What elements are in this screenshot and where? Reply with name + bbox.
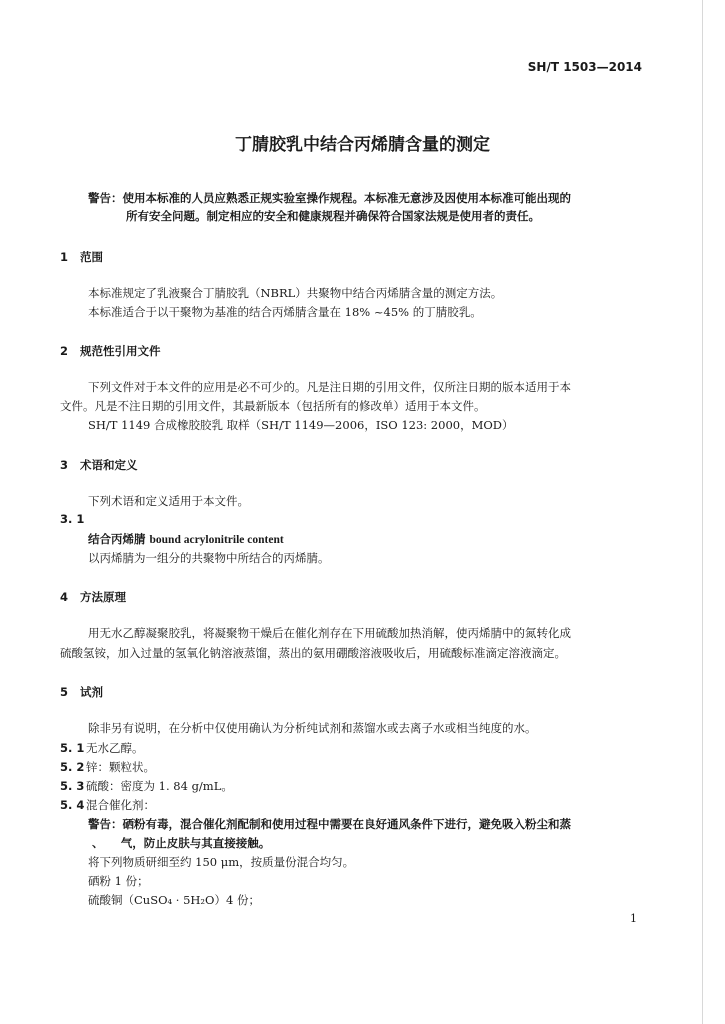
section-2-heading <box>60 343 161 359</box>
section-2-para-1b: 文件。凡是不注日期的引用文件，其最新版本（包括所有的修改单）适用于本文件。 <box>60 399 486 413</box>
section-title: 试剂 <box>80 685 103 699</box>
section-title: 方法原理 <box>80 590 126 604</box>
term-entry <box>88 531 284 547</box>
section-number: 4 <box>60 590 69 604</box>
item-text: 硫酸：密度为 1. 84 g/mL。 <box>86 779 233 793</box>
list-item <box>60 778 233 794</box>
item-number: 5. 1 <box>60 741 85 755</box>
mixture-component-1: 硒粉 1 份； <box>88 874 149 888</box>
item-number: 5. 4 <box>60 798 85 812</box>
term-definition: 以丙烯腈为一组分的共聚物中所结合的丙烯腈。 <box>88 551 330 565</box>
section-3-heading <box>60 457 138 473</box>
item-number: 5. 3 <box>60 779 85 793</box>
section-1-para-2: 本标准适合于以干聚物为基准的结合丙烯腈含量在 18% ~45% 的丁腈胶乳。 <box>88 305 482 319</box>
section-title: 术语和定义 <box>80 458 138 472</box>
section-1-heading <box>60 249 103 265</box>
selenium-warning-line-2: 、 气，防止皮肤与其直接接触。 <box>92 836 271 850</box>
section-number: 1 <box>60 250 69 264</box>
section-5-para-1: 除非另有说明，在分析中仅使用确认为分析纯试剂和蒸馏水或去离子水或相当纯度的水。 <box>88 721 537 735</box>
list-item <box>60 797 155 813</box>
selenium-warning-line-1: 警告：硒粉有毒，混合催化剂配制和使用过程中需要在良好通风条件下进行，避免吸入粉尘和蒸 <box>88 817 571 831</box>
document-title: 丁腈胶乳中结合丙烯腈含量的测定 <box>235 135 490 155</box>
section-1-para-1: 本标准规定了乳液聚合丁腈胶乳（NBRL）共聚物中结合丙烯腈含量的测定方法。 <box>88 286 503 300</box>
warning-line-2: 所有安全问题。制定相应的安全和健康规程并确保符合国家法规是使用者的责任。 <box>126 209 540 223</box>
section-2-reference: SH/T 1149 合成橡胶胶乳 取样（SH/T 1149—2006，ISO 123: 2000，MOD） <box>88 418 514 432</box>
section-4-para-1a: 用无水乙醇凝聚胶乳，将凝聚物干燥后在催化剂存在下用硫酸加热消解，使丙烯腈中的氮转化成 <box>88 626 571 640</box>
list-item <box>60 740 144 756</box>
section-number: 5 <box>60 685 69 699</box>
mixture-component-2: 硫酸铜（CuSO₄ · 5H₂O）4 份； <box>88 893 260 907</box>
item-text: 锌：颗粒状。 <box>86 760 155 774</box>
item-number: 5. 2 <box>60 760 85 774</box>
section-number: 3 <box>60 458 69 472</box>
scan-edge-divider <box>702 0 703 1024</box>
list-item <box>60 759 155 775</box>
section-5-heading <box>60 684 103 700</box>
term-english: bound acrylonitrile content <box>149 534 284 546</box>
term-chinese: 结合丙烯腈 <box>88 532 150 546</box>
grinding-instruction: 将下列物质研细至约 150 μm，按质量份混合均匀。 <box>88 855 355 869</box>
standard-code: SH/T 1503—2014 <box>527 60 642 74</box>
section-title: 范围 <box>80 250 103 264</box>
warning-line-1: 警告：使用本标准的人员应熟悉正规实验室操作规程。本标准无意涉及因使用本标准可能出现的 <box>88 191 571 205</box>
section-4-para-1b: 硫酸氢铵，加入过量的氢氧化钠溶液蒸馏，蒸出的氨用硼酸溶液吸收后，用硫酸标准滴定溶液滴定。 <box>60 646 566 660</box>
item-text: 无水乙醇。 <box>86 741 144 755</box>
item-text: 混合催化剂： <box>86 798 155 812</box>
subsection-3-1-number: 3. 1 <box>60 512 85 526</box>
section-4-heading <box>60 589 126 605</box>
section-3-para-1: 下列术语和定义适用于本文件。 <box>88 494 249 508</box>
section-2-para-1a: 下列文件对于本文件的应用是必不可少的。凡是注日期的引用文件，仅所注日期的版本适用于本 <box>88 380 571 394</box>
section-number: 2 <box>60 344 69 358</box>
section-title: 规范性引用文件 <box>80 344 161 358</box>
page-number: 1 <box>630 912 637 925</box>
